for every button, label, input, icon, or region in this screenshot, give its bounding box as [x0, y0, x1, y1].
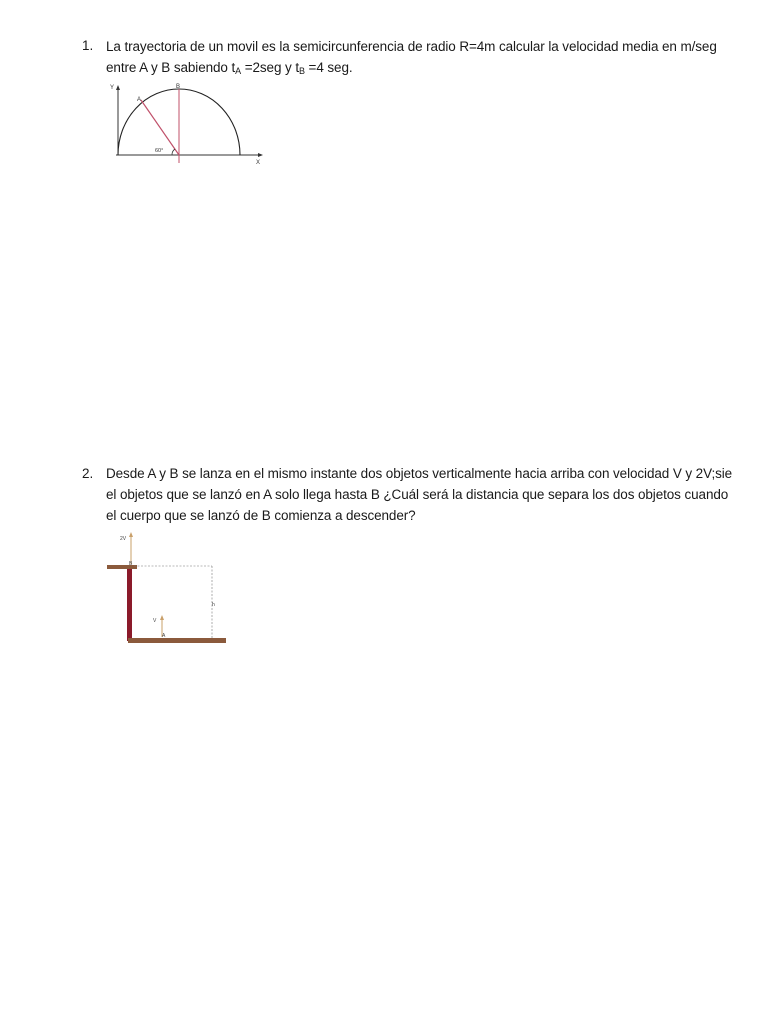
problem-1-line-1: La trayectoria de un movil es la semicircunferencia de radio R=4m calcular la velocidad media en m/seg [106, 39, 717, 54]
problem-1-line-2 [106, 57, 736, 82]
x-axis-arrow [258, 153, 263, 157]
y-axis-arrow [116, 85, 120, 90]
x-axis-label: X [256, 160, 261, 166]
angle-arc [172, 149, 175, 155]
problem-1-text [106, 36, 736, 82]
arrow-v-head [160, 615, 164, 620]
ground [128, 638, 226, 643]
launch-figure [104, 530, 230, 648]
problem-2-line-3: el cuerpo que se lanzó de B comienza a descender? [106, 508, 416, 523]
subscript-b: B [298, 66, 305, 76]
wall [127, 569, 132, 641]
angle-label: 60° [155, 148, 164, 154]
point-a-label: A [137, 97, 142, 103]
problem-1-line-2-mid: =2seg y t [241, 60, 299, 75]
velocity-v-label: V [153, 618, 157, 624]
problem-2-line-2: el objetos que se lanzó en A solo llega hasta B ¿Cuál será la distancia que separa los dos objetos cuando [106, 487, 729, 502]
problem-1-line-2-end: =4 seg. [304, 60, 353, 75]
arrow-2v-head [129, 532, 133, 537]
problem-1-line-2-start: entre A y B sabiendo t [106, 60, 236, 75]
subscript-a: A [235, 66, 242, 76]
height-label: h [212, 602, 215, 608]
problem-2-number: 2. [82, 466, 94, 481]
point-b-label: B [129, 561, 133, 567]
problem-2-line-1: Desde A y B se lanza en el mismo instante dos objetos verticalmente hacia arriba con velocidad V y 2V;sie [106, 466, 733, 481]
radius-to-a [141, 100, 179, 155]
problem-1-number: 1. [82, 38, 94, 53]
point-a-label: A [162, 633, 166, 639]
semicircle-figure [104, 80, 274, 170]
upper-ledge [107, 565, 137, 569]
y-axis-label: Y [110, 85, 115, 91]
velocity-2v-label: 2V [120, 536, 127, 542]
problem-2-text [106, 463, 736, 526]
point-b-label: B [176, 84, 181, 90]
